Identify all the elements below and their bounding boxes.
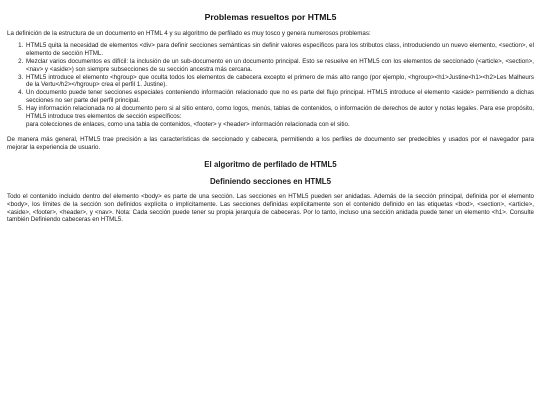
list-item: 5. Hay información relacionada no al documento pero si al sitio entero, como logos, menús, tablas de contenidos, o información de derechos de autor y notas legales. Para ese propósito, HTML5 introduce tres elementos de sección específicos: para colecciones de enlaces, como una tabla de contenidos, <footer> y <header> información relacionada con el sitio. <box>25 105 534 129</box>
problems-list <box>7 42 534 129</box>
list-item: 2. Mezclar varios documentos es difícil: la inclusión de un sub-documento en un documento principal. Esto se resuelve en HTML5 con los elementos de seccionado (<article>, <section>, <nav> y <aside>) son siempre subsecciones de su sección ancestra más cercana. <box>25 58 534 74</box>
list-item: 1. HTML5 quita la necesidad de elementos <div> para definir secciones semánticas sin definir valores específicos para los stributos class, introduciendo un nuevo elemento, <section>, el elemento de sección HTML. <box>25 42 534 58</box>
intro-paragraph: La definición de la estructura de un documento en HTML 4 y su algoritmo de perfilado es muy tosco y genera numerosos problemas: <box>7 30 371 37</box>
summary-paragraph: De manera más general, HTML5 trae precisión a las características de seccionado y cabecera, permitiendo a los perfiles de documento ser predecibles y usados por el navegador para mejorar la experiencia de usuario. <box>7 135 534 151</box>
list-item: 4. Un documento puede tener secciones especiales conteniendo información relacionado que no es parte del flujo principal. HTML5 introduce el elemento <aside> permitiendo a dichas secciones no ser parte del perfil principal. <box>25 89 534 105</box>
page-title: Problemas resueltos por HTML5 <box>204 12 337 22</box>
list-item: 3. HTML5 introduce el elemento <hgroup> que oculta todos los elementos de cabecera excepto el primero de más alto rango (por ejemplo, <hgroup><h1>Justine<h1><h2>Les Malheurs de la Vertu</h2></hgroup> crea el perfil 1. Justine). <box>25 74 534 90</box>
section-heading: El algoritmo de perfilado de HTML5 <box>204 159 337 169</box>
body-paragraph: Todo el contenido incluido dentro del elemento <body> es parte de una sección. Las secciones en HTML5 pueden ser anidadas. Además de la sección principal, definida por el elemento <body>, los límites de la sección son definidos explícita o implícitamente. Las secciones definidas explícitamente son el contenido definido en las etiquetas <bod>, <section>, <article>, <aside>, <footer>, <header>, y <nav>. Nota: Cada sección puede tener su propia jerarquía de cabeceras. Por lo tanto, incluso una sección anidada puede tener un elemento <h1>. Consulte también Definiendo cabeceras en HTML5. <box>7 192 534 224</box>
subsection-heading: Definiendo secciones en HTML5 <box>209 176 331 186</box>
